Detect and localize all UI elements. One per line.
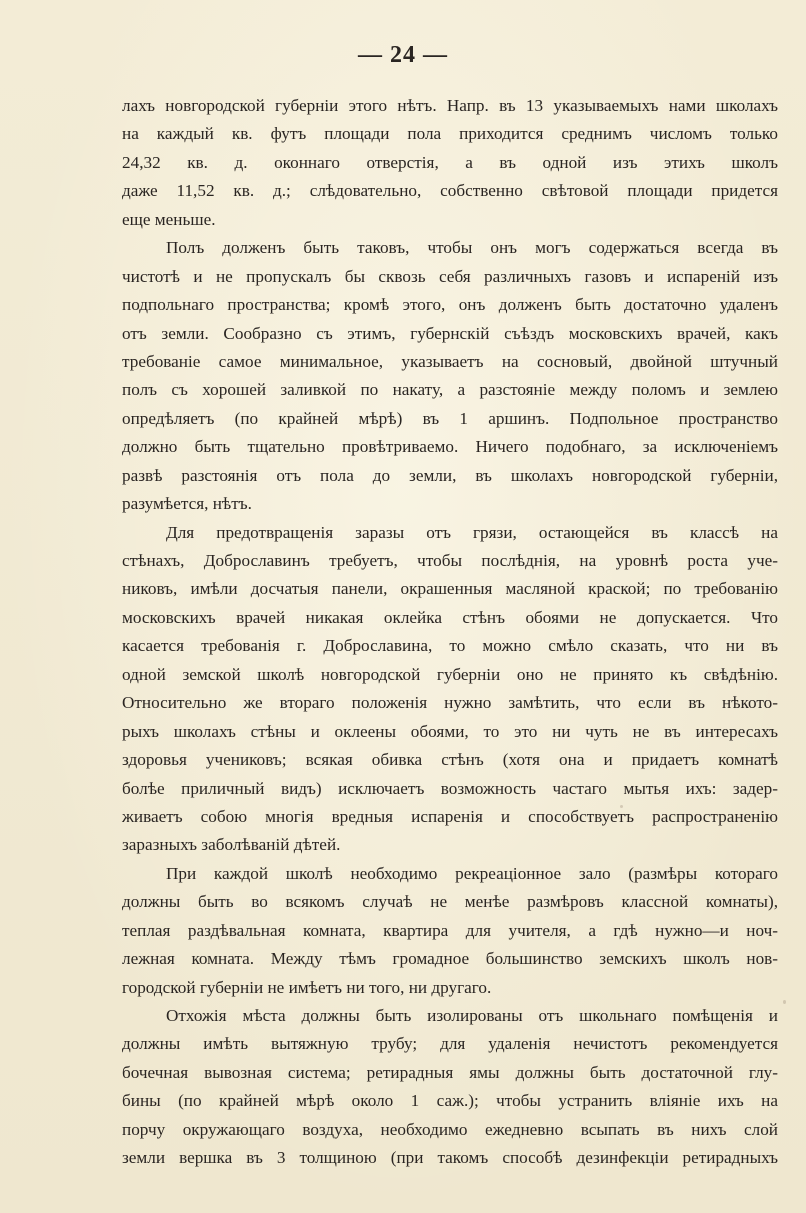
text-line: никовъ, имѣли досчатыя панели, окрашенныя масляной краской; по требованію bbox=[122, 579, 778, 599]
page-number: — 24 — bbox=[358, 42, 448, 68]
text-line: здоровья учениковъ; всякая обивка стѣнъ (хотя она и придаетъ комнатѣ bbox=[122, 750, 778, 770]
text-line: лежная комната. Между тѣмъ громадное большинство земскихъ школъ нов- bbox=[122, 949, 778, 969]
paragraph bbox=[122, 860, 778, 1002]
text-line: бины (по крайней мѣрѣ около 1 саж.); чтобы устранить вліяніе ихъ на bbox=[122, 1091, 778, 1111]
text-line: еще меньше. bbox=[122, 209, 216, 229]
text-line: теплая раздѣвальная комната, квартира для учителя, а гдѣ нужно—и ноч- bbox=[122, 920, 778, 940]
text-line: порчу окружающаго воздуха, необходимо ежедневно всыпать въ нихъ слой bbox=[122, 1119, 778, 1139]
paragraph bbox=[122, 92, 778, 234]
text-line: Относительно же втораго положенія нужно замѣтить, что если въ нѣкото- bbox=[122, 693, 778, 713]
text-line: московскихъ врачей никакая оклейка стѣнъ обоями не допускается. Что bbox=[122, 607, 778, 627]
text-line: бочечная вывозная система; ретирадныя ямы должны быть достаточной глу- bbox=[122, 1062, 778, 1082]
text-line: должны имѣть вытяжную трубу; для удаленія нечистотъ рекомендуется bbox=[122, 1034, 778, 1054]
text-line: касается требованія г. Доброславина, то можно смѣло сказать, что ни въ bbox=[122, 636, 778, 656]
text-line: полъ съ хорошей заливкой по накату, а разстояніе между поломъ и землею bbox=[122, 380, 778, 400]
text-line: развѣ разстоянія отъ пола до земли, въ школахъ новгородской губерніи, bbox=[122, 465, 778, 485]
text-line: Для предотвращенія заразы отъ грязи, остающейся въ классѣ на bbox=[166, 522, 778, 542]
text-line: должно быть тщательно провѣтриваемо. Ничего подобнаго, за исключеніемъ bbox=[122, 437, 778, 457]
text-line: даже 11,52 кв. д.; слѣдовательно, собственно свѣтовой площади придется bbox=[122, 181, 778, 201]
paragraph bbox=[122, 519, 778, 860]
text-line: стѣнахъ, Доброславинъ требуетъ, чтобы послѣднія, на уровнѣ роста уче- bbox=[122, 551, 778, 570]
text-line: городской губерніи не имѣетъ ни того, ни другаго. bbox=[122, 977, 492, 997]
text-line: лахъ новгородской губерніи этого нѣтъ. Напр. въ 13 указываемыхъ нами школахъ bbox=[122, 96, 778, 115]
text-line: одной земской школѣ новгородской губерніи оно не принято къ свѣдѣнію. bbox=[122, 664, 778, 684]
paragraph bbox=[122, 234, 778, 518]
text-line: разумѣется, нѣтъ. bbox=[122, 494, 252, 514]
text-line: рыхъ школахъ стѣны и оклеены обоями, то это ни чуть не въ интересахъ bbox=[122, 721, 778, 741]
text-line: земли вершка въ 3 толщиною (при такомъ способѣ дезинфекціи ретирадныхъ bbox=[122, 1148, 778, 1168]
text-line: Полъ долженъ быть таковъ, чтобы онъ могъ содержаться всегда въ bbox=[166, 238, 778, 258]
paper-speck bbox=[783, 1000, 786, 1004]
text-line: чистотѣ и не пропускалъ бы сквозь себя различныхъ газовъ и испареній изъ bbox=[122, 266, 778, 286]
text-line: живаетъ собою многія вредныя испаренія и способствуетъ распространенію bbox=[122, 806, 778, 826]
text-line: Отхожія мѣста должны быть изолированы отъ школьнаго помѣщенія и bbox=[166, 1006, 778, 1025]
text-line: должны быть во всякомъ случаѣ не менѣе размѣровъ классной комнаты), bbox=[122, 892, 778, 912]
text-line: опредѣляетъ (по крайней мѣрѣ) въ 1 аршинъ. Подпольное пространство bbox=[122, 408, 778, 428]
text-line: подпольнаго пространства; кромѣ этого, онъ долженъ быть достаточно удаленъ bbox=[122, 295, 778, 315]
body-text bbox=[122, 92, 778, 1173]
text-line: заразныхъ заболѣваній дѣтей. bbox=[122, 835, 341, 855]
text-line: требованіе самое минимальное, указываетъ на сосновый, двойной штучный bbox=[122, 351, 778, 371]
text-line: При каждой школѣ необходимо рекреаціонное зало (размѣры котораго bbox=[166, 863, 778, 883]
text-line: на каждый кв. футъ площади пола приходится среднимъ числомъ только bbox=[122, 124, 778, 144]
text-line: 24,32 кв. д. оконнаго отверстія, а въ одной изъ этихъ школъ bbox=[122, 152, 778, 172]
paper-speck bbox=[620, 805, 623, 808]
text-line: болѣе приличный видъ) исключаетъ возможность частаго мытья ихъ: задер- bbox=[122, 778, 778, 798]
paragraph bbox=[122, 1002, 778, 1173]
text-line: отъ земли. Сообразно съ этимъ, губернскій съѣздъ московскихъ врачей, какъ bbox=[122, 323, 778, 343]
